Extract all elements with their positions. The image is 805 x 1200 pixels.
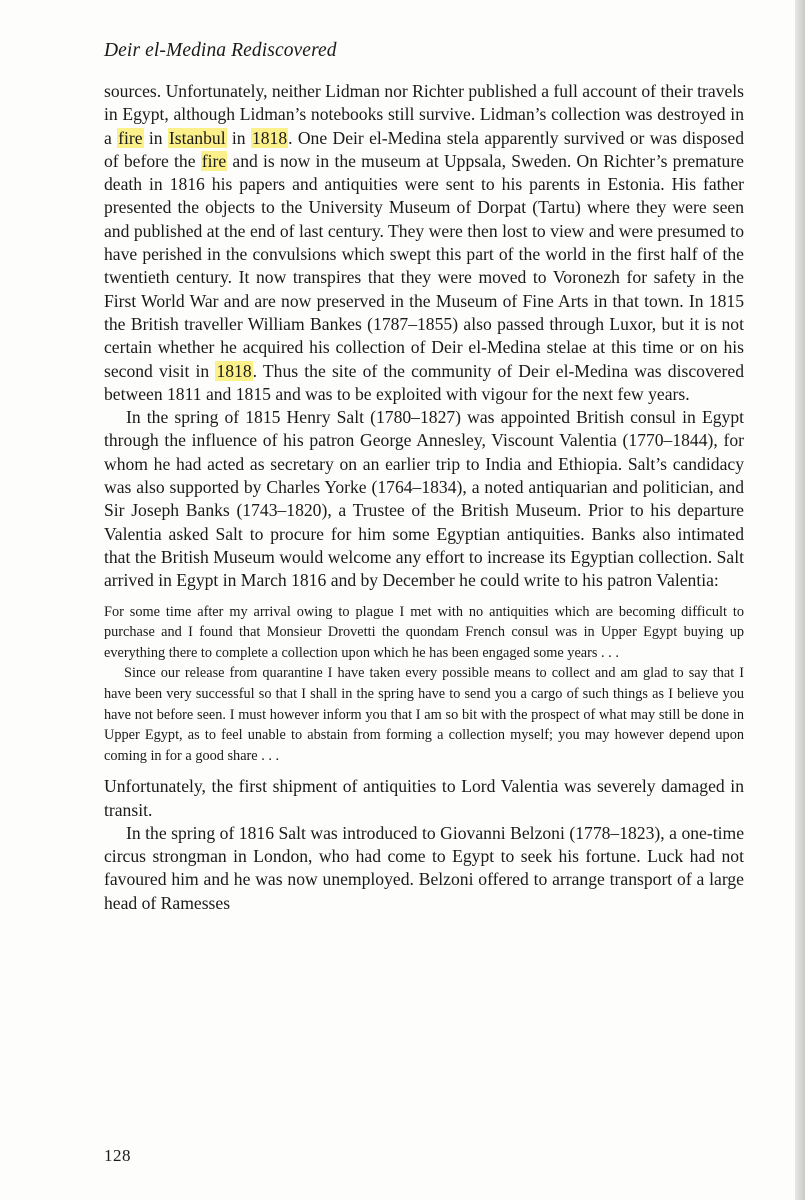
block-quote: [104, 602, 744, 767]
text-run: in: [226, 127, 251, 148]
quote-paragraph-2: Since our release from quarantine I have taken every possible means to collect and am glad to say that I have been very successful so that I shall in the spring have to send you a cargo of such things as I believe you have not before seen. I must however inform you that I am so bit with the prospect of what may still be done in Upper Egypt, as to feel unable to abstain from forming a collection myself; you may however depend upon coming in for a good share . . .: [104, 665, 744, 764]
highlight-fire: fire: [118, 127, 143, 148]
page-edge-shadow: [795, 0, 805, 1200]
quote-paragraph-1: For some time after my arrival owing to plague I met with no antiquities which are becoming difficult to purchase and I found that Monsieur Drovetti the quondam French consul was in Upper Egypt buying up everything there to complete a collection upon which he has been engaged some years . . .: [104, 603, 744, 661]
paragraph-3: Unfortunately, the first shipment of antiquities to Lord Valentia was severely damaged in transit.: [104, 776, 744, 820]
text-run: . One Deir el-Medina stela apparently survived or was disposed of before the: [104, 127, 744, 171]
highlight-istanbul: Istanbul: [168, 127, 226, 148]
highlight-1818: 1818: [251, 127, 288, 148]
paragraph-1: [104, 80, 744, 406]
paragraph-4: In the spring of 1816 Salt was introduced to Giovanni Belzoni (1778–1823), a one-time circus strongman in London, who had come to Egypt to seek his fortune. Luck had not favoured him and he was now unemployed. Belzoni offered to arrange transport of a large head of Ramesses: [104, 822, 744, 913]
page-number: 128: [104, 1146, 131, 1165]
text-run: in: [143, 127, 168, 148]
running-head: Deir el-Medina Rediscovered: [104, 40, 337, 61]
text-run: sources. Unfortunately, neither Lidman nor Richter published a full account of their travels in Egypt, although Lidman’s notebooks still survive. Lidman’s collection was destroyed in a: [104, 81, 744, 148]
paragraph-2: In the spring of 1815 Henry Salt (1780–1827) was appointed British consul in Egypt through the influence of his patron George Annesley, Viscount Valentia (1770–1844), for whom he had acted as secretary on an earlier trip to India and Ethiopia. Salt’s candidacy was also supported by Charles Yorke (1764–1834), a noted antiquarian and politician, and Sir Joseph Banks (1743–1820), a Trustee of the British Museum. Prior to his departure Valentia asked Salt to procure for him some Egyptian antiquities. Banks also intimated that the British Museum would welcome any effort to increase its Egyptian collection. Salt arrived in Egypt in March 1816 and by December he could write to his patron Valentia:: [104, 407, 744, 591]
highlight-1818: 1818: [216, 360, 252, 381]
text-run: and is now in the museum at Uppsala, Sweden. On Richter’s premature death in 1816 his papers and antiquities were sent to his parents in Estonia. His father presented the objects to the University Museum of Dorpat (Tartu) where they were seen and published at the end of last century. They were then lost to view and were presumed to have perished in the convulsions which swept this part of the world in the first half of the twentieth century. It now transpires that they were moved to Voronezh for safety in the First World War and are now preserved in the Museum of Fine Arts in that town. In 1815 the British traveller William Bankes (1787–1855) also passed through Luxor, but it is not certain whether he acquired his collection of Deir el-Medina stelae at this time or on his second visit in: [104, 150, 744, 381]
book-page: [104, 38, 744, 915]
text-run: . Thus the site of the community of Deir el-Medina was discovered between 1811 and 1815 and was to be exploited with vigour for the next few years.: [104, 360, 745, 404]
highlight-fire: fire: [201, 150, 227, 171]
body-text: [104, 80, 744, 915]
